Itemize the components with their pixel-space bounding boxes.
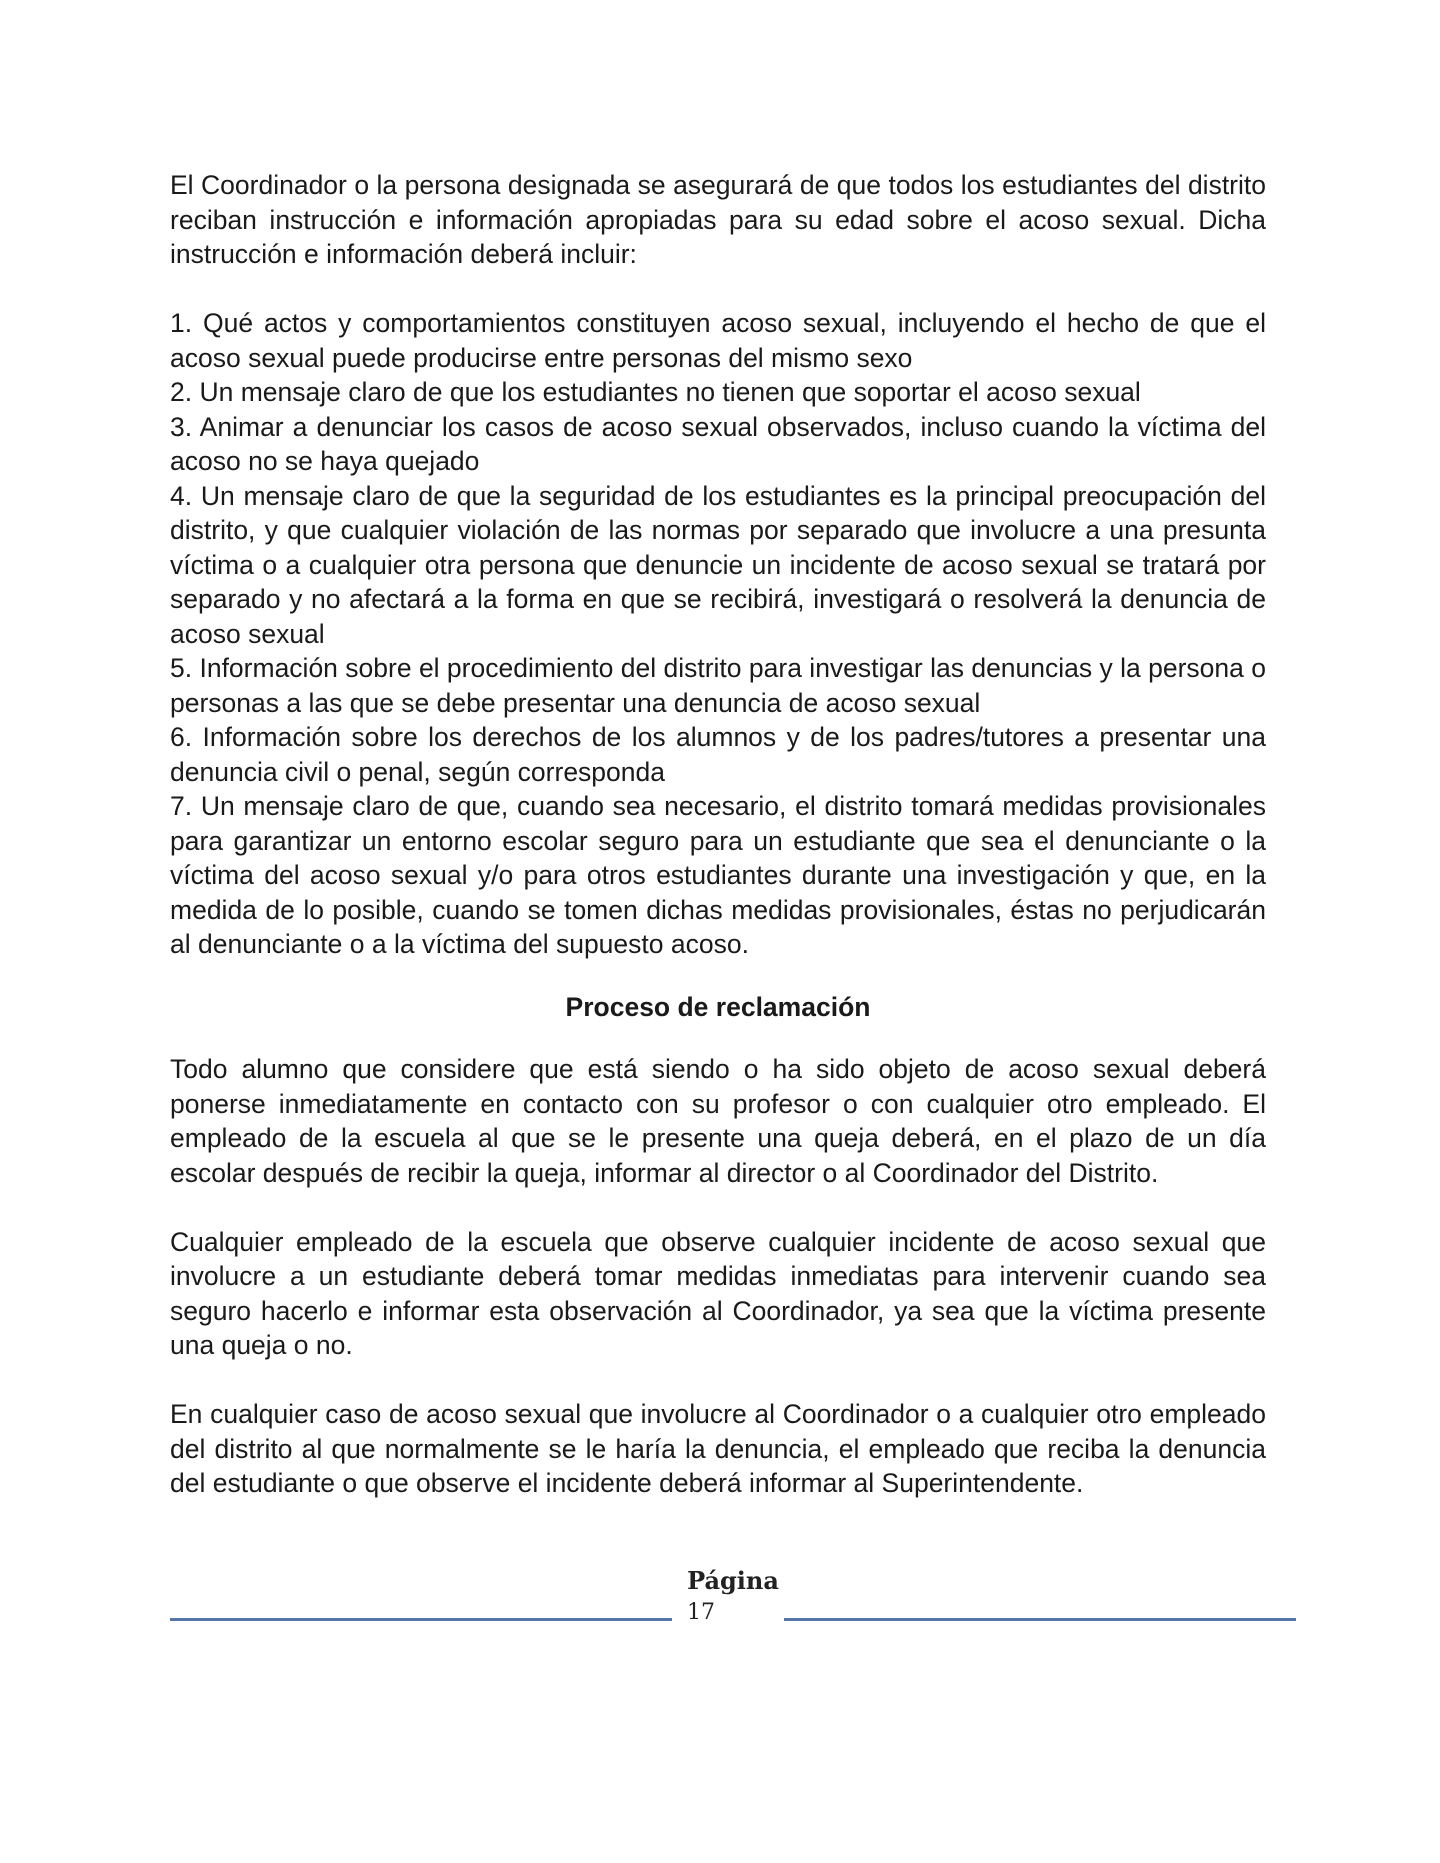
list-item: 3. Animar a denunciar los casos de acoso sexual observados, incluso cuando la víctima del acoso no se haya quejado xyxy=(170,411,1266,476)
list-item: 6. Información sobre los derechos de los alumnos y de los padres/tutores a presentar una denuncia civil o penal, según corresponda xyxy=(170,722,1266,787)
page-footer xyxy=(170,1566,1296,1636)
section-heading: Proceso de reclamación xyxy=(565,991,871,1022)
list-item: 1. Qué actos y comportamientos constituyen acoso sexual, incluyendo el hecho de que el acoso sexual puede producirse entre personas del mismo sexo xyxy=(170,308,1266,373)
body-paragraph: En cualquier caso de acoso sexual que involucre al Coordinador o a cualquier otro empleado del distrito al que normalmente se le haría la denuncia, el empleado que reciba la denuncia del estudiante o que observe el incidente deberá informar al Superintendente. xyxy=(170,1399,1266,1498)
list-item: 7. Un mensaje claro de que, cuando sea necesario, el distrito tomará medidas provisionales para garantizar un entorno escolar seguro para un estudiante que sea el denunciante o la víctima del acoso sexual y/o para otros estudiantes durante una investigación y que, en la medida de lo posible, cuando se tomen dichas medidas provisionales, éstas no perjudicarán al denunciante o a la víctima del supuesto acoso. xyxy=(170,791,1266,959)
document-body xyxy=(170,168,1266,1501)
numbered-list xyxy=(170,306,1266,962)
footer-rule-right xyxy=(784,1618,1296,1621)
body-paragraph: Cualquier empleado de la escuela que observe cualquier incidente de acoso sexual que involucre a un estudiante deberá tomar medidas inmediatas para intervenir cuando sea seguro hacerlo e informar esta observación al Coordinador, ya sea que la víctima presente una queja o no. xyxy=(170,1226,1266,1360)
intro-paragraph: El Coordinador o la persona designada se asegurará de que todos los estudiantes del distrito reciban instrucción e información apropiadas para su edad sobre el acoso sexual. Dicha instrucción e información deberá incluir: xyxy=(170,170,1266,269)
list-item: 2. Un mensaje claro de que los estudiantes no tienen que soportar el acoso sexual xyxy=(170,377,1141,407)
list-item: 5. Información sobre el procedimiento del distrito para investigar las denuncias y la persona o personas a las que se debe presentar una denuncia de acoso sexual xyxy=(170,653,1266,718)
page-number: 17 xyxy=(687,1600,715,1625)
body-paragraph: Todo alumno que considere que está siendo o ha sido objeto de acoso sexual deberá ponerse inmediatamente en contacto con su profesor o con cualquier otro empleado. El empleado de la escuela al que se le presente una queja deberá, en el plazo de un día escolar después de recibir la queja, informar al director o al Coordinador del Distrito. xyxy=(170,1054,1266,1188)
page-label: Página xyxy=(687,1566,779,1595)
list-item: 4. Un mensaje claro de que la seguridad de los estudiantes es la principal preocupación del distrito, y que cualquier violación de las normas por separado que involucre a una presunta víctima o a cualquier otra persona que denuncie un incidente de acoso sexual se tratará por separado y no afectará a la forma en que se recibirá, investigará o resolverá la denuncia de acoso sexual xyxy=(170,480,1266,649)
